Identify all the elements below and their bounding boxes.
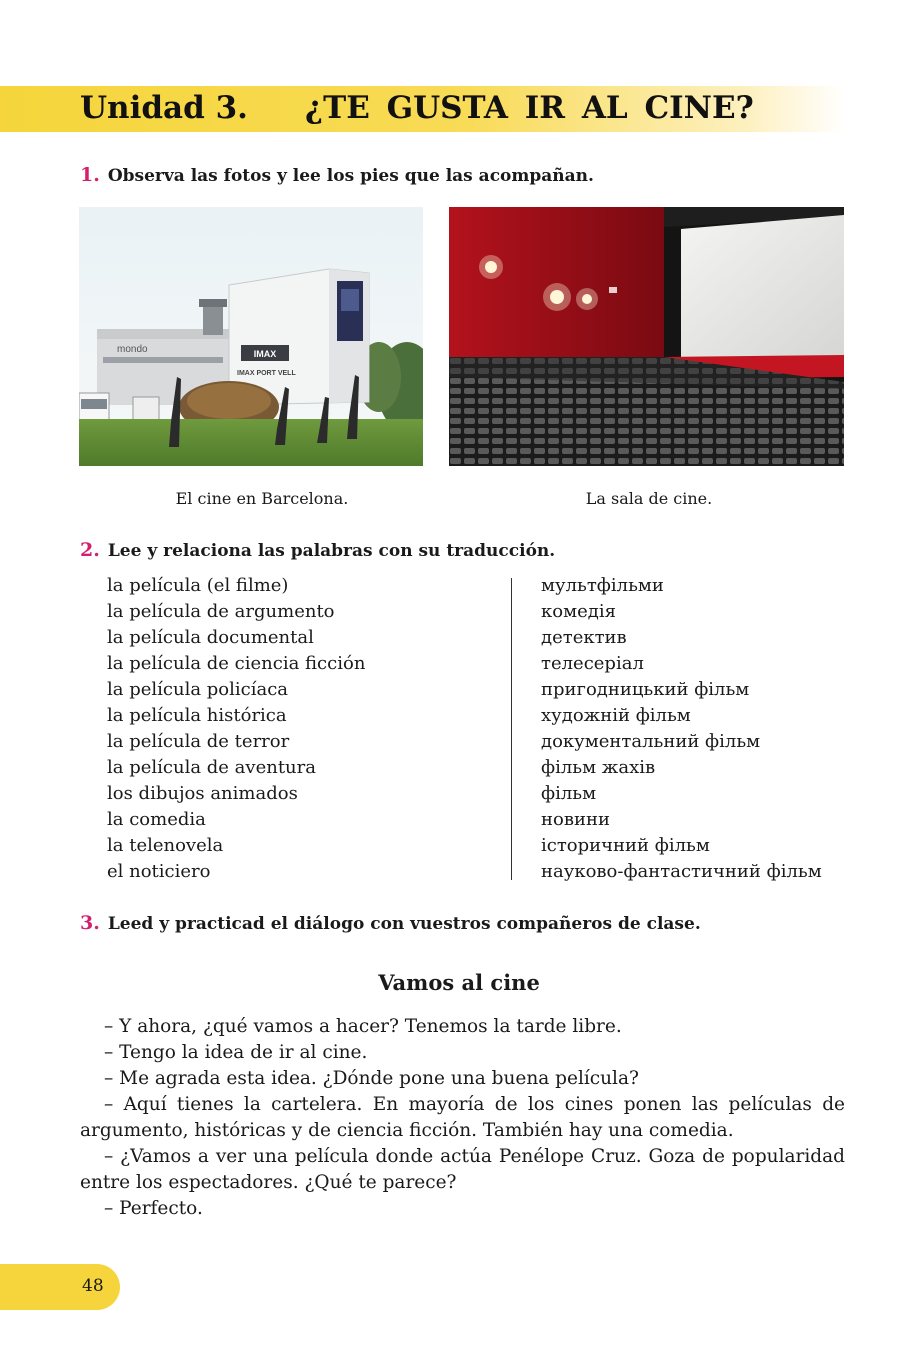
column-divider bbox=[511, 578, 512, 880]
task-text: Observa las fotos y lee los pies que las acompañan. bbox=[107, 166, 594, 186]
spanish-word: la película de aventura bbox=[107, 757, 316, 778]
dialog-line: – Perfecto. bbox=[104, 1198, 203, 1219]
ukrainian-word: історичний фільм bbox=[541, 835, 710, 856]
spanish-word: la película de terror bbox=[107, 731, 290, 752]
dialog-line: – ¿Vamos a ver una película donde actúa Penélope Cruz. Goza de popularidad entre los espectadores. ¿Qué te parece? bbox=[80, 1146, 845, 1193]
spanish-word: la película documental bbox=[107, 627, 314, 648]
dialog-line: – Tengo la idea de ir al cine. bbox=[104, 1042, 368, 1063]
task-number: 3. bbox=[80, 912, 100, 934]
spanish-word: la comedia bbox=[107, 809, 206, 830]
photo-caption-barcelona: El cine en Barcelona. bbox=[175, 489, 349, 508]
spanish-word: la película de ciencia ficción bbox=[107, 653, 366, 674]
dialog-text bbox=[80, 1014, 845, 1222]
task-3-instruction bbox=[80, 912, 701, 934]
spanish-word: la película policíaca bbox=[107, 679, 289, 700]
spanish-word: el noticiero bbox=[107, 861, 211, 882]
ukrainian-word: художній фільм bbox=[541, 705, 691, 726]
ukrainian-word: мультфільми bbox=[541, 575, 664, 596]
dialog-line: – Me agrada esta idea. ¿Dónde pone una buena película? bbox=[104, 1068, 639, 1089]
spanish-word-list bbox=[107, 573, 365, 885]
ukrainian-word: детектив bbox=[541, 627, 627, 648]
unit-label: Unidad 3. bbox=[80, 90, 248, 126]
dialog-line: – Y ahora, ¿qué vamos a hacer? Tenemos la tarde libre. bbox=[104, 1016, 622, 1037]
ukrainian-word: пригодницький фільм bbox=[541, 679, 750, 700]
spanish-word: la telenovela bbox=[107, 835, 224, 856]
sign-imax-port-vell: IMAX PORT VELL bbox=[237, 370, 296, 377]
task-text: Lee y relaciona las palabras con su traducción. bbox=[107, 541, 556, 561]
ukrainian-word: фільм жахів bbox=[541, 757, 656, 778]
ukrainian-word: науково-фантастичний фільм bbox=[541, 861, 822, 882]
photo-caption-hall: La sala de cine. bbox=[585, 489, 713, 508]
spanish-word: los dibujos animados bbox=[107, 783, 298, 804]
dialog-line: – Aquí tienes la cartelera. En mayoría de los cines ponen las películas de argumento, históricas y de ciencia ficción. También hay una comedia. bbox=[80, 1094, 845, 1141]
task-number: 1. bbox=[80, 164, 100, 186]
spanish-word: la película (el filme) bbox=[107, 575, 289, 596]
sign-mondo: mondo bbox=[117, 344, 148, 355]
page-number: 48 bbox=[82, 1276, 104, 1296]
task-number: 2. bbox=[80, 539, 100, 561]
ukrainian-word: комедія bbox=[541, 601, 616, 622]
photo-cinema-hall bbox=[449, 207, 844, 466]
unit-title: ¿TE GUSTA IR AL CINE? bbox=[305, 90, 754, 126]
ukrainian-word-list bbox=[541, 573, 822, 885]
dialog-title: Vamos al cine bbox=[378, 970, 540, 995]
photo-cinema-barcelona bbox=[79, 207, 423, 466]
ukrainian-word: телесеріал bbox=[541, 653, 644, 674]
spanish-word: la película de argumento bbox=[107, 601, 335, 622]
task-2-instruction bbox=[80, 539, 555, 561]
task-1-instruction bbox=[80, 164, 594, 186]
ukrainian-word: документальний фільм bbox=[541, 731, 761, 752]
ukrainian-word: фільм bbox=[541, 783, 597, 804]
task-text: Leed y practicad el diálogo con vuestros compañeros de clase. bbox=[107, 914, 701, 934]
spanish-word: la película histórica bbox=[107, 705, 287, 726]
sign-imax: IMAX bbox=[253, 349, 277, 359]
ukrainian-word: новини bbox=[541, 809, 610, 830]
